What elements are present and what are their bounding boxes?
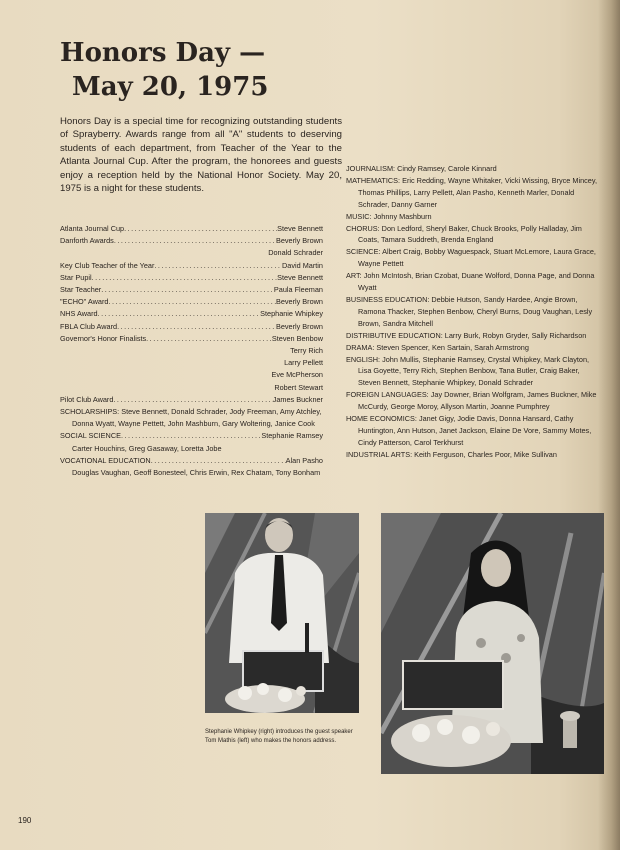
photo-stephanie-whipkey: [381, 513, 604, 774]
award-label: Governor's Honor Finalists: [60, 333, 147, 343]
award-label: Star Pupil: [60, 272, 92, 282]
department-honorees: INDUSTRIAL ARTS: Keith Ferguson, Charles Poor, Mike Sullivan: [346, 449, 557, 459]
award-label: Star Teacher: [60, 285, 102, 295]
award-recipient: Beverly Brown: [275, 297, 323, 307]
department-honorees: BUSINESS EDUCATION: Debbie Hutson, Sandy Hardee, Angie Brown, Ramona Thacker, Stephen Benbow, Cheryl Burns, Doug Vaughan, Lesly Brown, Sandra Mitchell: [346, 294, 593, 328]
department-honorees: DISTRIBUTIVE EDUCATION: Larry Burk, Robyn Gryder, Sally Richardson: [346, 330, 587, 340]
scholarships-entry: SCHOLARSHIPS: Steve Bennett, Donald Schrader, Jody Freeman, Amy Atchley, Donna Wyatt, Wayne Pettett, John Mashburn, Gary Woltering, Janice Cook: [60, 407, 322, 429]
award-label: Atlanta Journal Cup: [60, 224, 125, 233]
photo-presenter-illustration: [381, 513, 604, 774]
leader-dots: [146, 333, 272, 345]
vocational-rest: Douglas Vaughan, Geoff Bonesteel, Chris Erwin, Rex Chatam, Tony Bonham: [72, 468, 321, 478]
intro-paragraph: Honors Day is a special time for recognizing outstanding students of Sprayberry. Awards range from all "A" students to deserving students of each department, from Teacher of the Year to the Atlanta Journal Cup. After the program, the honorees and guests enjoy a reception held by the National Honor Society. May 20, 1975 is a night for these students.: [60, 116, 342, 195]
award-row: [60, 235, 323, 247]
award-row: [60, 296, 323, 308]
photo-speaker-tom-mathis: [205, 513, 359, 713]
photo-caption: Stephanie Whipkey (right) introduces the guest speaker Tom Mathis (left) who makes the honors address.: [205, 729, 353, 744]
leader-dots: [154, 260, 282, 272]
leader-dots: [124, 223, 277, 235]
vocational-value: Alan Pasho: [285, 455, 323, 465]
leader-dots: [113, 394, 272, 406]
leader-dots: [114, 235, 276, 247]
award-label: FBLA Club Award: [60, 321, 118, 331]
award-row: [60, 284, 323, 296]
title-line-1: Honors Day —: [60, 38, 266, 68]
award-row: [60, 260, 323, 272]
department-honorees: MATHEMATICS: Eric Redding, Wayne Whitaker, Vicki Wissing, Bryce Mincey, Thomas Phillips, Larry Pellett, Alan Pasho, Kenneth Marler, Donald Schrader, Danny Garner: [346, 175, 597, 209]
departments-list: [346, 163, 598, 461]
award-row: [60, 394, 323, 406]
department-honorees: FOREIGN LANGUAGES: Jay Downer, Brian Wolfgram, James Buckner, Mike McCurdy, George Moroy, Allyson Martin, Joanne Pumphrey: [346, 390, 597, 412]
award-additional-recipient: Eve McPherson: [271, 370, 323, 380]
department-honorees: ART: John McIntosh, Brian Czobat, Duane Wolford, Donna Page, and Donna Wyatt: [346, 271, 595, 293]
award-recipient: Beverly Brown: [275, 236, 323, 246]
department-honorees: MUSIC: Johnny Mashburn: [346, 211, 432, 221]
photo-speaker-illustration: [205, 513, 359, 713]
social-science-label: SOCIAL SCIENCE: [60, 431, 121, 441]
award-label: NHS Award: [60, 309, 98, 319]
award-recipient: Paula Fleeman: [273, 285, 323, 295]
title-line-2: May 20, 1975: [72, 72, 269, 102]
award-recipient: Steven Benbow: [271, 333, 323, 343]
award-additional-recipient: Robert Stewart: [274, 382, 323, 392]
award-label: Pilot Club Award: [60, 394, 114, 404]
leader-dots: [92, 272, 278, 284]
department-honorees: DRAMA: Steven Spencer, Ken Sartain, Sarah Armstrong: [346, 342, 529, 352]
award-row: [60, 308, 323, 320]
award-label: Key Club Teacher of the Year: [60, 260, 155, 270]
page-title: [60, 36, 380, 104]
social-science-row: [60, 430, 323, 442]
department-honorees: CHORUS: Don Ledford, Sheryl Baker, Chuck Brooks, Polly Halladay, Jim Coats, Tamara Suddreth, Brenda England: [346, 223, 582, 245]
award-recipient: Stephanie Whipkey: [260, 309, 323, 319]
award-label: Danforth Awards: [60, 236, 114, 246]
award-row: [60, 321, 323, 333]
award-additional-recipient: Terry Rich: [290, 346, 323, 356]
award-recipient: Steve Bennett: [277, 272, 323, 282]
award-recipient: Beverly Brown: [275, 321, 323, 331]
leader-dots: [101, 284, 274, 296]
award-additional-recipient: Donald Schrader: [268, 248, 323, 258]
vocational-row: [60, 455, 323, 467]
leader-dots: [121, 430, 261, 442]
award-recipient: Steve Bennett: [277, 224, 323, 233]
award-recipient: David Martin: [282, 260, 323, 270]
department-honorees: HOME ECONOMICS: Janet Gigy, Jodie Davis, Donna Hansard, Cathy Huntington, Ann Hutson, Janet Jackson, Elaine De Vore, Sammy Motes, Cindy Patterson, Carol Terkhurst: [346, 414, 592, 447]
department-honorees: JOURNALISM: Cindy Ramsey, Carole Kinnard: [346, 164, 497, 173]
social-science-value: Stephanie Ramsey: [261, 431, 323, 441]
award-row: [60, 223, 323, 235]
award-row: [60, 272, 323, 284]
department-honorees: SCIENCE: Albert Craig, Bobby Waguespack, Stuart McLemore, Laura Grace, Wayne Pettett: [346, 247, 596, 269]
leader-dots: [151, 455, 286, 467]
award-additional-recipient: Larry Pellett: [284, 358, 323, 368]
vocational-label: VOCATIONAL EDUCATION: [60, 455, 151, 465]
award-label: "ECHO" Award: [60, 297, 109, 307]
leader-dots: [108, 296, 276, 308]
social-science-rest: Carter Houchins, Greg Gasaway, Loretta Jobe: [72, 443, 222, 453]
leader-dots: [117, 321, 276, 333]
awards-list: [60, 223, 323, 479]
award-recipient: James Buckner: [272, 394, 323, 404]
department-honorees: ENGLISH: John Mullis, Stephanie Ramsey, Crystal Whipkey, Mark Clayton, Lisa Goyette, Terry Rich, Stephen Benbow, Tana Butler, Craig Baker, Steven Bennett, Stephanie Whipkey, Donald Schrader: [346, 354, 590, 388]
award-rows: [60, 223, 323, 406]
page-number: 190: [18, 816, 32, 825]
award-row: [60, 333, 323, 345]
leader-dots: [98, 308, 261, 320]
